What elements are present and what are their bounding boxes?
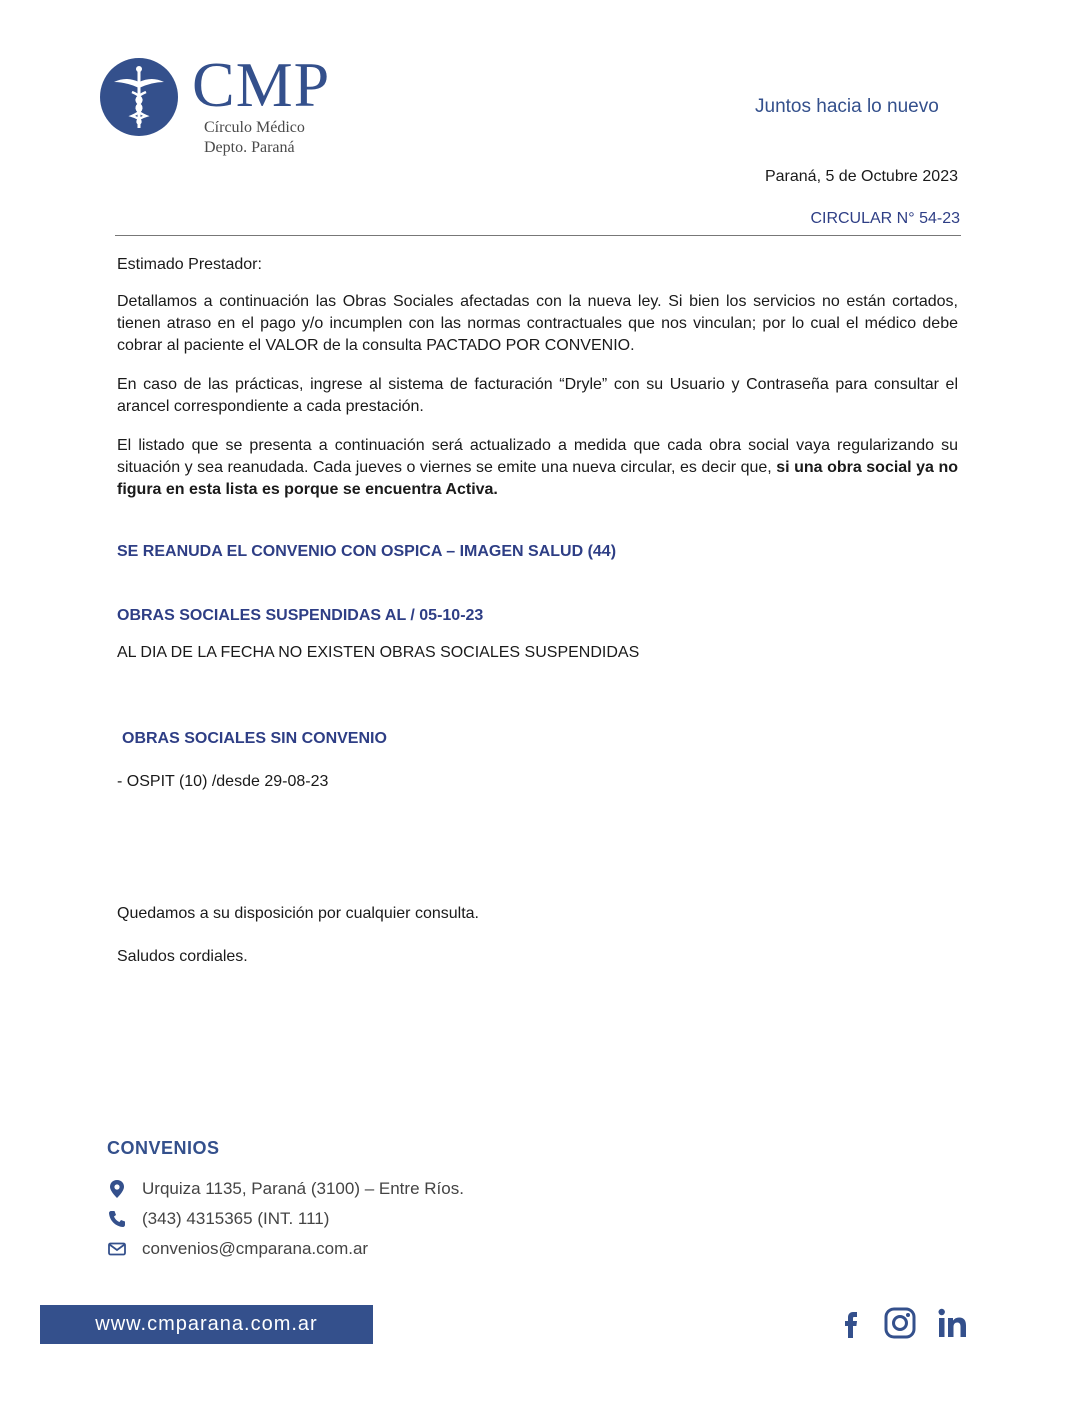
tagline: Juntos hacia lo nuevo bbox=[755, 96, 939, 117]
envelope-icon bbox=[107, 1239, 127, 1259]
phone-row bbox=[107, 1206, 329, 1232]
paragraph-3-text: El listado que se presenta a continuación será actualizado a medida que cada obra social vaya regularizando su situación y sea reanudada. Cada jueves o viernes se emite una nueva circular, es decir que, bbox=[117, 437, 958, 476]
address-row bbox=[107, 1176, 464, 1202]
website-link[interactable]: www.cmparana.com.ar bbox=[40, 1305, 373, 1344]
facebook-icon[interactable] bbox=[834, 1306, 868, 1340]
header-divider bbox=[115, 235, 961, 236]
address-text: Urquiza 1135, Paraná (3100) – Entre Ríos. bbox=[142, 1179, 464, 1198]
paragraph-2: En caso de las prácticas, ingrese al sistema de facturación “Dryle” con su Usuario y Contraseña para consultar el arancel correspondiente a cada prestación. bbox=[117, 376, 958, 415]
instagram-icon[interactable] bbox=[883, 1306, 917, 1340]
circular-number: CIRCULAR N° 54-23 bbox=[810, 210, 960, 227]
closing-line-1: Quedamos a su disposición por cualquier consulta. bbox=[117, 905, 479, 922]
sin-convenio-item: - OSPIT (10) /desde 29-08-23 bbox=[117, 773, 329, 790]
phone-text: (343) 4315365 (INT. 111) bbox=[142, 1209, 330, 1228]
phone-icon bbox=[107, 1209, 127, 1229]
caduceus-logo-icon bbox=[100, 58, 178, 136]
caduceus-icon bbox=[100, 58, 178, 136]
location-pin-icon bbox=[107, 1179, 127, 1199]
logo-subtitle-line2: Depto. Paraná bbox=[204, 139, 295, 156]
section-sin-convenio-heading: OBRAS SOCIALES SIN CONVENIO bbox=[122, 730, 387, 747]
paragraph-1: Detallamos a continuación las Obras Sociales afectadas con la nueva ley. Si bien los servicios no están cortados, tienen atraso en el pago y/o incumplen con las normas contractuales que nos vinculan; por lo cual el médico debe cobrar al paciente el VALOR de la consulta PACTADO POR CONVENIO. bbox=[117, 293, 958, 354]
suspendidas-text: AL DIA DE LA FECHA NO EXISTEN OBRAS SOCIALES SUSPENDIDAS bbox=[117, 644, 640, 661]
footer-heading: CONVENIOS bbox=[107, 1138, 220, 1158]
paragraph-3-bold: si una obra social ya no figura en esta lista es porque se encuentra Activa. bbox=[117, 459, 958, 498]
linkedin-icon[interactable] bbox=[936, 1306, 970, 1340]
letter-date: Paraná, 5 de Octubre 2023 bbox=[764, 168, 958, 185]
paragraph-3 bbox=[117, 435, 958, 501]
logo-subtitle-line1: Círculo Médico bbox=[204, 119, 305, 136]
email-link[interactable]: convenios@cmparana.com.ar bbox=[142, 1239, 369, 1258]
email-row bbox=[107, 1236, 368, 1262]
closing-line-2: Saludos cordiales. bbox=[117, 948, 248, 965]
section-suspendidas-heading: OBRAS SOCIALES SUSPENDIDAS AL / 05-10-23 bbox=[117, 607, 484, 624]
logo-wordmark: CMP bbox=[192, 49, 331, 120]
greeting: Estimado Prestador: bbox=[117, 256, 262, 273]
section-reanuda-heading: SE REANUDA EL CONVENIO CON OSPICA – IMAGEN SALUD (44) bbox=[117, 543, 617, 560]
